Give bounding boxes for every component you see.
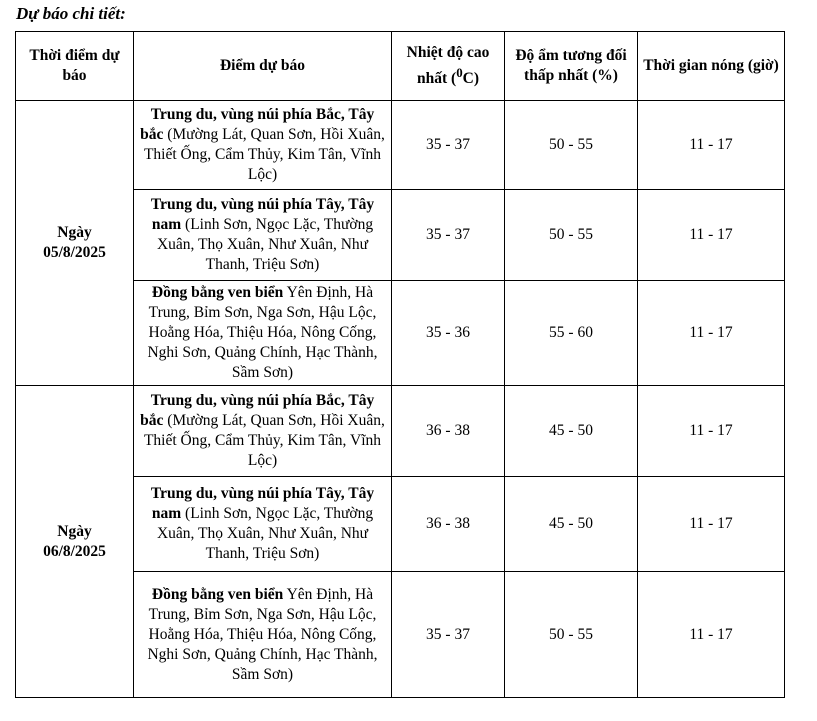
hours-cell: 11 - 17: [638, 572, 785, 698]
region-areas: (Mường Lát, Quan Sơn, Hồi Xuân, Thiết Ống, Cẩm Thủy, Kim Tân, Vĩnh Lộc): [143, 126, 385, 183]
region-areas: Yên Định, Hà Trung, Bỉm Sơn, Nga Sơn, Hậu Lộc, Hoằng Hóa, Thiệu Hóa, Nông Cống, Nghi Sơn, Quảng Chính, Hạc Thành, Sầm Sơn): [147, 284, 378, 381]
hours-cell: 11 - 17: [638, 281, 785, 386]
day-label: Ngày: [57, 522, 92, 540]
humidity-cell: 45 - 50: [505, 386, 638, 477]
forecast-table: [15, 31, 785, 698]
humidity-cell: 50 - 55: [505, 572, 638, 698]
humidity-cell: 55 - 60: [505, 281, 638, 386]
place-cell: [134, 572, 392, 698]
place-cell: [134, 101, 392, 190]
table-row: [16, 386, 785, 477]
place-cell: [134, 386, 392, 477]
header-humidity: Độ ẩm tương đối thấp nhất (%): [505, 32, 638, 101]
day-cell: [16, 101, 134, 386]
humidity-cell: 50 - 55: [505, 101, 638, 190]
day-date: 06/8/2025: [43, 542, 106, 560]
place-cell: [134, 477, 392, 572]
header-hot-hours: Thời gian nóng (giờ): [638, 32, 785, 101]
header-temp-text: Nhiệt độ cao nhất (: [406, 43, 490, 88]
temp-cell: 36 - 38: [392, 386, 505, 477]
region-areas: Yên Định, Hà Trung, Bỉm Sơn, Nga Sơn, Hậu Lộc, Hoằng Hóa, Thiệu Hóa, Nông Cống, Nghi Sơn, Quảng Chính, Hạc Thành, Sầm Sơn): [147, 585, 378, 683]
region-name: Trung du, vùng núi phía Tây, Tây nam: [150, 485, 375, 522]
header-place: Điểm dự báo: [134, 32, 392, 101]
region-name: Đồng bằng ven biển: [151, 284, 284, 301]
section-heading: Dự báo chi tiết:: [16, 4, 126, 23]
temp-cell: 35 - 37: [392, 572, 505, 698]
region-name: Đồng bằng ven biển: [151, 585, 284, 603]
region-areas: (Linh Sơn, Ngọc Lặc, Thường Xuân, Thọ Xuân, Như Xuân, Như Thanh, Triệu Sơn): [156, 505, 374, 562]
hours-cell: 11 - 17: [638, 190, 785, 281]
header-temp-unit: C): [462, 70, 479, 88]
region-name: Trung du, vùng núi phía Bắc, Tây bắc: [140, 392, 375, 429]
place-cell: [134, 281, 392, 386]
header-time: Thời điểm dự báo: [16, 32, 134, 101]
hours-cell: 11 - 17: [638, 101, 785, 190]
humidity-cell: 45 - 50: [505, 477, 638, 572]
temp-cell: 35 - 37: [392, 190, 505, 281]
day-cell: [16, 386, 134, 698]
header-temp: [392, 32, 505, 101]
header-temp-sup: 0: [456, 64, 463, 80]
region-areas: (Linh Sơn, Ngọc Lặc, Thường Xuân, Thọ Xuân, Như Xuân, Như Thanh, Triệu Sơn): [156, 216, 374, 273]
header-row: [16, 32, 785, 101]
region-name: Trung du, vùng núi phía Tây, Tây nam: [150, 196, 375, 233]
humidity-cell: 50 - 55: [505, 190, 638, 281]
region-areas: (Mường Lát, Quan Sơn, Hồi Xuân, Thiết Ống, Cẩm Thủy, Kim Tân, Vĩnh Lộc): [143, 412, 385, 469]
temp-cell: 36 - 38: [392, 477, 505, 572]
region-name: Trung du, vùng núi phía Bắc, Tây bắc: [140, 106, 375, 143]
place-cell: [134, 190, 392, 281]
temp-cell: 35 - 37: [392, 101, 505, 190]
temp-cell: 35 - 36: [392, 281, 505, 386]
hours-cell: 11 - 17: [638, 386, 785, 477]
day-label: Ngày: [57, 224, 92, 241]
day-date: 05/8/2025: [43, 244, 106, 261]
hours-cell: 11 - 17: [638, 477, 785, 572]
table-row: [16, 101, 785, 190]
